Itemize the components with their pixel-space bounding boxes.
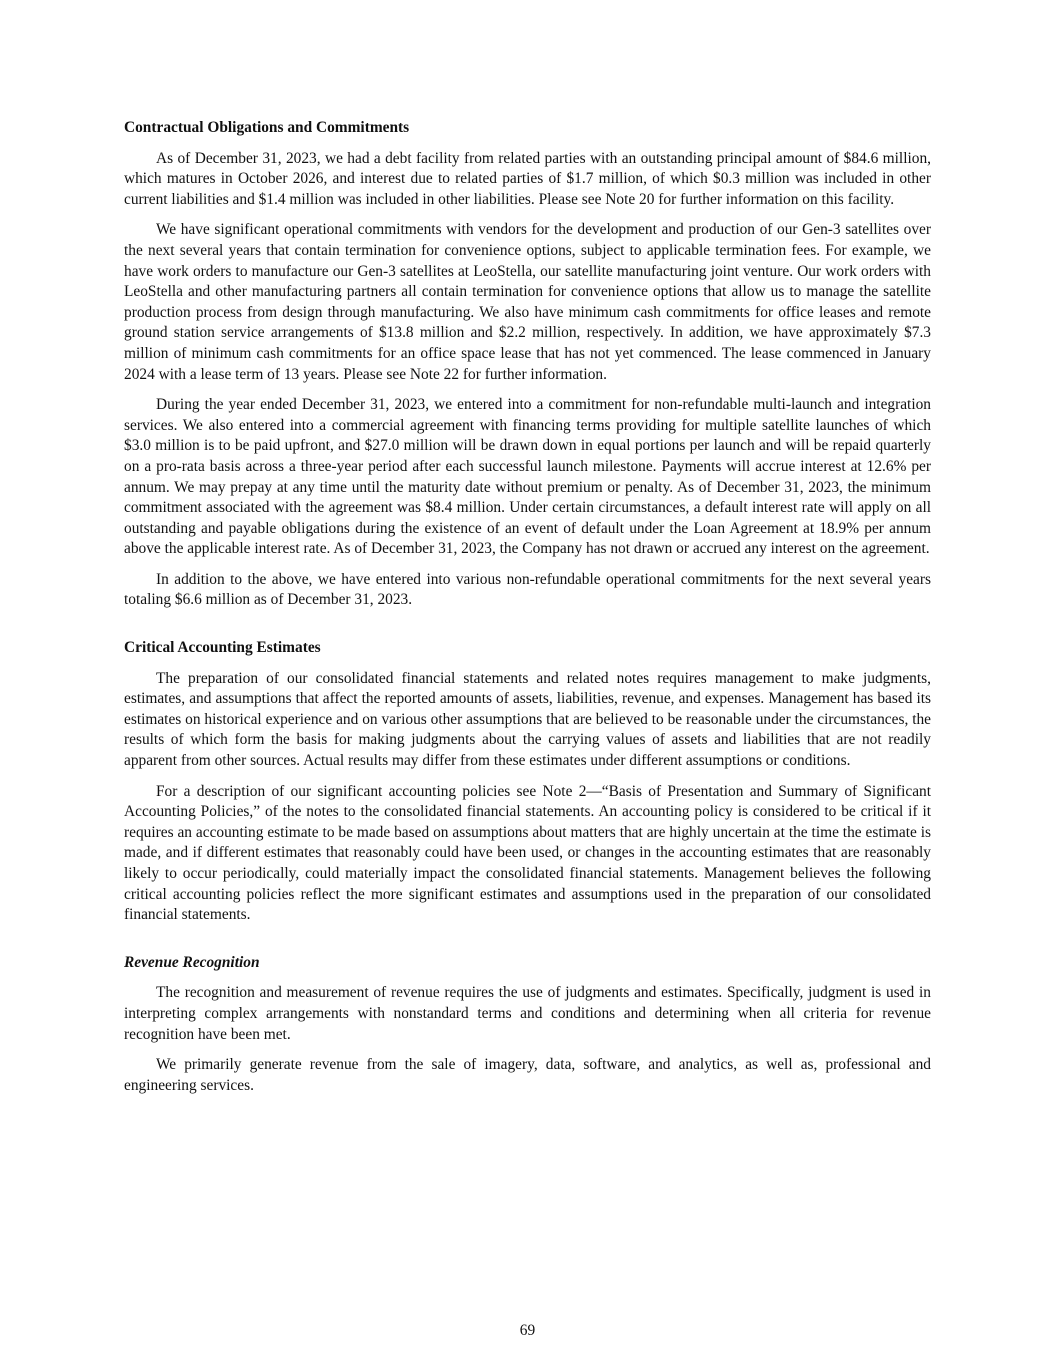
section-heading-contractual: Contractual Obligations and Commitments [124,119,410,136]
section-heading-revenue: Revenue Recognition [124,953,260,971]
paragraph: In addition to the above, we have entered into various non-refundable operational commitments for the next several years totaling $6.6 million as of December 31, 2023. [124,570,931,609]
page-number: 69 [519,1322,536,1339]
paragraph: For a description of our significant accounting policies see Note 2—“Basis of Presentation and Summary of Significant Accounting Policies,” of the notes to the consolidated financial statements. An accounting policy is considered to be critical if it requires an accounting estimate to be made based on assumptions about matters that are highly uncertain at the time the estimate is made, and if different estimates that reasonably could have been used, or changes in the accounting estimates that are reasonably likely to occur periodically, could materially impact the consolidated financial statements. Management believes the following critical accounting policies reflect the more significant estimates and assumptions used in the preparation of our consolidated financial statements. [124,782,931,924]
section-spacer [124,621,931,638]
paragraph: The preparation of our consolidated financial statements and related notes requires management to make judgments, estimates, and assumptions that affect the reported amounts of assets, liabilities, revenue, and expenses. Management has based its estimates on historical experience and on various other assumptions that are believed to be reasonable under the circumstances, the results of which form the basis for making judgments about the carrying values of assets and liabilities that are not readily apparent from other sources. Actual results may differ from these estimates under different assumptions or conditions. [124,669,931,770]
paragraph: We primarily generate revenue from the sale of imagery, data, software, and analytics, as well as, professional and engineering services. [124,1056,931,1094]
paragraph: During the year ended December 31, 2023, we entered into a commitment for non-refundable multi-launch and integration services. We also entered into a commercial agreement with financing terms providing for multiple satellite launches of which $3.0 million is to be paid upfront, and $27.0 million will be drawn down in equal portions per launch and will be repaid quarterly on a pro-rata basis across a three-year period after each successful launch milestone. Payments will accrue interest at 12.6% per annum. We may prepay at any time until the maturity date without premium or penalty. As of December 31, 2023, the minimum commitment associated with the agreement was $8.4 million. Under certain circumstances, a default interest rate will apply on all outstanding and payable obligations during the existence of an event of default under the Loan Agreement at 18.9% per annum above the applicable interest rate. As of December 31, 2023, the Company has not drawn or accrued any interest on the agreement. [124,396,931,558]
paragraph: The recognition and measurement of revenue requires the use of judgments and estimates. Specifically, judgment is used in interpreting complex arrangements with nonstandard terms and conditions and determining when all criteria for revenue recognition have been met. [124,984,931,1043]
paragraph: We have significant operational commitments with vendors for the development and production of our Gen-3 satellites over the next several years that contain termination for convenience options, subject to applicable termination fees. For example, we have work orders to manufacture our Gen-3 satellites at LeoStella, our satellite manufacturing joint venture. Our work orders with LeoStella and other manufacturing partners all contain termination for convenience options that allow us to manage the satellite production process from design through manufacturing. We also have minimum cash commitments for office leases and remote ground station service arrangements of $13.8 million and $2.2 million, respectively. In addition, we have approximately $7.3 million of minimum cash commitments for an office space lease that has not yet commenced. The lease commenced in January 2024 with a lease term of 13 years. Please see Note 22 for further information. [124,221,931,383]
document-page [124,118,931,1106]
section-spacer [124,936,931,953]
section-heading-critical: Critical Accounting Estimates [124,639,321,657]
paragraph: As of December 31, 2023, we had a debt facility from related parties with an outstanding principal amount of $84.6 million, which matures in October 2026, and interest due to related parties of $1.7 million, of which $0.3 million was included in other current liabilities and $1.4 million was included in other liabilities. Please see Note 20 for further information on this facility. [124,149,931,208]
